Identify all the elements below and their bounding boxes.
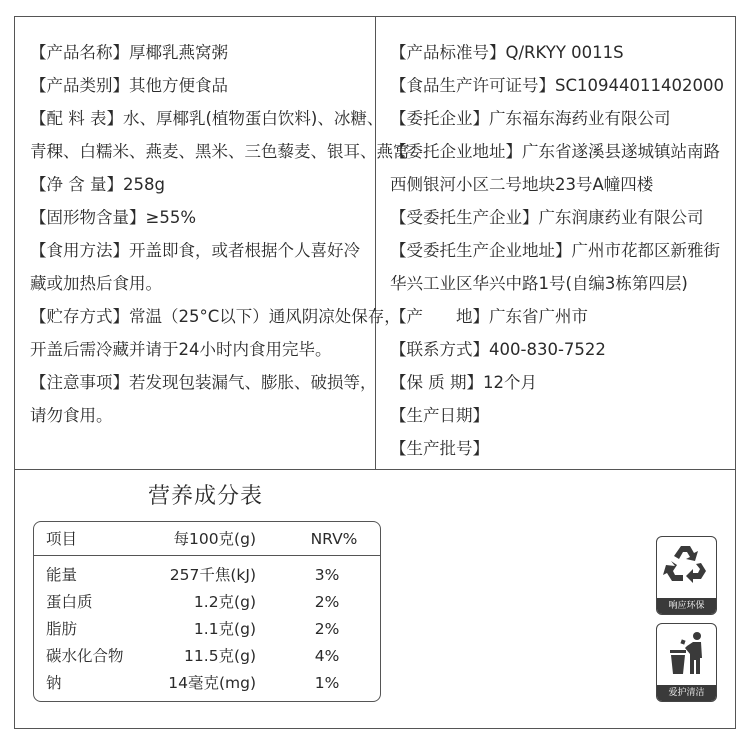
vertical-divider xyxy=(375,16,376,469)
left-column-line: 【净 含 量】258g xyxy=(30,175,165,194)
left-column-line: 【食用方法】开盖即食，或者根据个人喜好冷 xyxy=(30,241,360,260)
recycle-badge xyxy=(656,536,717,615)
recycle-icon xyxy=(657,537,715,599)
nutrition-table-header xyxy=(34,522,380,556)
right-column-line: 【食品生产许可证号】SC10944011402000 xyxy=(390,76,724,95)
nutrient-name: 脂肪 xyxy=(46,620,78,638)
trash-bin-icon xyxy=(657,624,715,686)
nutrient-name: 碳水化合物 xyxy=(46,647,124,665)
nutrient-name: 蛋白质 xyxy=(46,593,93,611)
right-column-line: 【保 质 期】12个月 xyxy=(390,373,537,392)
left-column-line: 【产品名称】厚椰乳燕窝粥 xyxy=(30,43,228,62)
left-column-line: 【配 料 表】水、厚椰乳(植物蛋白饮料)、冰糖、 xyxy=(30,109,384,128)
nutrition-row xyxy=(34,670,380,697)
left-column-line: 藏或加热后食用。 xyxy=(30,274,162,293)
right-column-line: 西侧银河小区二号地块23号A幢四楼 xyxy=(390,175,654,194)
nutrient-nrv: 4% xyxy=(314,647,340,665)
header-per-100g: 每100克(g) xyxy=(173,530,256,548)
nutrition-table xyxy=(33,521,381,702)
left-column-line: 请勿食用。 xyxy=(30,406,113,425)
right-column-line: 【产品标准号】Q/RKYY 0011S xyxy=(390,43,624,62)
left-column-line: 【固形物含量】≥55% xyxy=(30,208,196,227)
right-column-line: 【生产日期】 xyxy=(390,406,489,425)
left-column-line: 开盖后需冷藏并请于24小时内食用完毕。 xyxy=(30,340,332,359)
nutrient-nrv: 2% xyxy=(314,620,340,638)
nutrient-name: 钠 xyxy=(46,674,62,692)
product-info-left xyxy=(30,36,410,432)
nutrition-row xyxy=(34,562,380,589)
right-column-line: 【委托企业地址】广东省遂溪县遂城镇站南路 xyxy=(390,142,720,161)
left-column-line: 【产品类别】其他方便食品 xyxy=(30,76,228,95)
nutrition-title: 营养成分表 xyxy=(148,484,264,509)
right-column-line: 【受委托生产企业】广东润康药业有限公司 xyxy=(390,208,704,227)
trash-badge-text: 爱护清洁 xyxy=(657,685,716,701)
product-info-right xyxy=(390,36,735,465)
nutrition-row xyxy=(34,616,380,643)
nutrient-amount: 1.2克(g) xyxy=(193,593,256,611)
right-column-line: 【委托企业】广东福东海药业有限公司 xyxy=(390,109,671,128)
right-column-line: 【联系方式】400-830-7522 xyxy=(390,340,606,359)
nutrient-amount: 11.5克(g) xyxy=(184,647,256,665)
recycle-badge-text: 响应环保 xyxy=(657,598,716,614)
right-column-line: 【产 地】广东省广州市 xyxy=(390,307,588,326)
left-column-line: 青稞、白糯米、燕麦、黑米、三色藜麦、银耳、燕窝 xyxy=(30,142,410,161)
nutrition-row xyxy=(34,589,380,616)
nutrient-amount: 1.1克(g) xyxy=(193,620,256,638)
nutrient-nrv: 2% xyxy=(314,593,340,611)
left-column-line: 【贮存方式】常温（25°C以下）通风阴凉处保存， xyxy=(30,307,401,326)
horizontal-divider xyxy=(14,469,736,470)
trash-badge xyxy=(656,623,717,702)
left-column-line: 【注意事项】若发现包装漏气、膨胀、破损等， xyxy=(30,373,377,392)
header-nrv: NRV% xyxy=(310,530,358,548)
right-column-line: 【受委托生产企业地址】广州市花都区新雅街 xyxy=(390,241,720,260)
header-item: 项目 xyxy=(46,530,78,548)
nutrient-nrv: 3% xyxy=(314,566,340,584)
nutrient-name: 能量 xyxy=(46,566,78,584)
right-column-line: 【生产批号】 xyxy=(390,439,489,458)
nutrition-row xyxy=(34,643,380,670)
right-column-line: 华兴工业区华兴中路1号(自编3栋第四层) xyxy=(390,274,688,293)
nutrient-amount: 14毫克(mg) xyxy=(168,674,256,692)
nutrient-nrv: 1% xyxy=(314,674,340,692)
nutrient-amount: 257千焦(kJ) xyxy=(169,566,256,584)
